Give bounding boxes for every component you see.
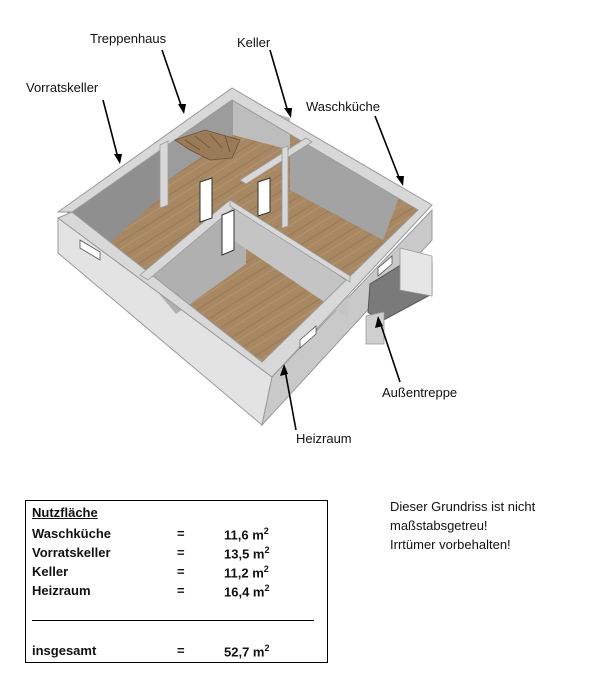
row-equals: = — [177, 545, 185, 560]
note-line: Irrtümer vorbehalten! — [390, 537, 511, 552]
leader-vorratskeller — [103, 100, 118, 158]
label-keller: Keller — [237, 35, 271, 50]
total-value: 52,7 $m^2$ — [224, 643, 270, 660]
divider — [32, 620, 314, 621]
note-line: Dieser Grundriss ist nicht — [390, 499, 536, 514]
label-vorratskeller: Vorratskeller — [26, 80, 99, 95]
door — [200, 178, 212, 222]
row-value: 11,2 $m^2$ — [224, 564, 269, 581]
table-row — [32, 583, 312, 601]
row-equals: = — [177, 564, 185, 579]
table-row — [32, 564, 312, 582]
door — [258, 178, 270, 216]
area-table — [25, 500, 328, 663]
label-heizraum: Heizraum — [296, 431, 352, 446]
door — [222, 210, 234, 255]
row-value: 11,6 $m^2$ — [224, 526, 269, 543]
row-name: Heizraum — [32, 583, 91, 598]
leader-waschkueche — [375, 116, 400, 180]
label-treppenhaus: Treppenhaus — [90, 31, 167, 46]
label-aussentreppe: Außentreppe — [382, 385, 458, 400]
exterior-stair-wall — [400, 248, 432, 296]
table-row — [32, 526, 312, 544]
row-name: Keller — [32, 564, 69, 579]
row-name: Waschküche — [32, 526, 111, 541]
row-equals: = — [177, 583, 185, 598]
label-waschkueche: Waschküche — [306, 99, 380, 114]
row-equals: = — [177, 526, 185, 541]
row-name: Vorratskeller — [32, 545, 111, 560]
disclaimer-note — [390, 497, 535, 554]
wall-top-inner-1 — [160, 141, 168, 208]
arrowhead — [114, 154, 122, 164]
note-line: maßstabsgetreu! — [390, 518, 488, 533]
leader-aussentreppe — [380, 322, 400, 382]
leader-keller — [270, 50, 288, 112]
total-equals: = — [177, 643, 185, 658]
total-row — [32, 643, 312, 661]
leader-treppenhaus — [162, 50, 182, 108]
row-value: 16,4 $m^2$ — [224, 583, 270, 600]
wall-top-inner-5 — [282, 146, 288, 228]
arrowhead — [178, 104, 186, 114]
row-value: 13,5 $m^2$ — [224, 545, 270, 562]
area-table-title: Nutzfläche — [32, 505, 98, 520]
table-row — [32, 545, 312, 563]
total-name: insgesamt — [32, 643, 97, 658]
